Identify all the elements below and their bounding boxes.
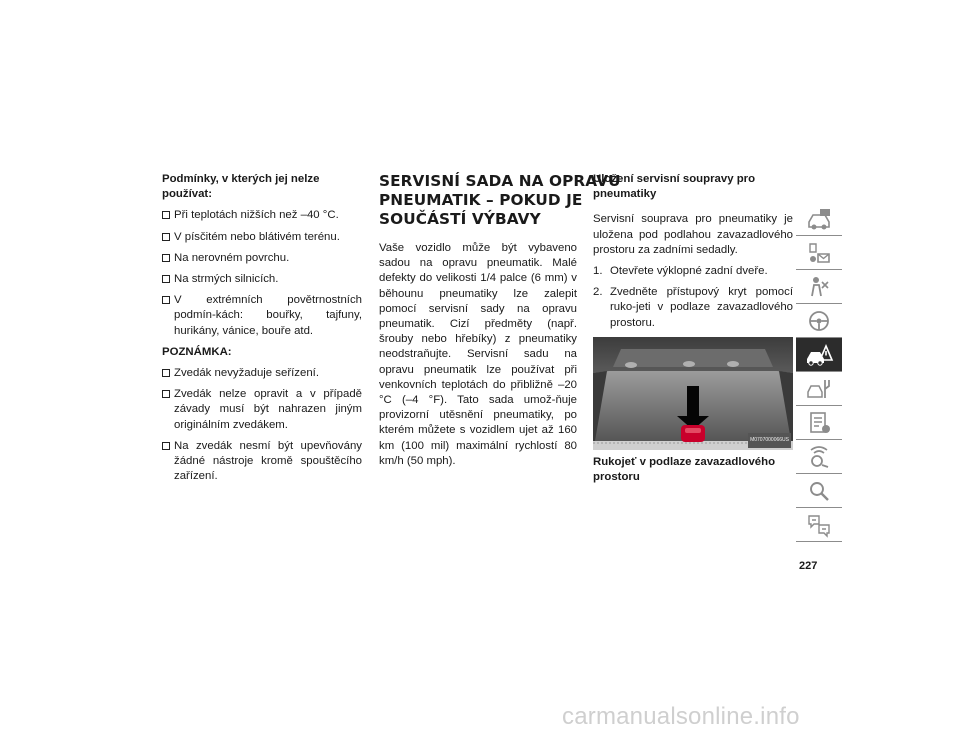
photo-code: M0707000066US (748, 433, 791, 448)
page-number: 227 (799, 560, 818, 572)
tab-multimedia[interactable] (796, 440, 842, 474)
checkbox-bullet-icon (162, 442, 170, 450)
specifications-icon (805, 410, 833, 436)
cargo-floor-photo (593, 337, 793, 450)
side-chapter-tabs (796, 202, 842, 542)
car-dashboard-icon (805, 206, 833, 232)
list-item: Zvedák nevyžaduje seřízení. (162, 366, 362, 381)
list-item: V extrémních povětrnostních podmín-kách: bouřky, tajfuny, hurikány, vánice, bouře atd. (162, 293, 362, 339)
list-item: Na zvedák nesmí být upevňovány žádné nástroje kromě spouštěcího zařízení. (162, 439, 362, 485)
middle-column (379, 172, 621, 469)
photo-caption: Rukojeť v podlaze zavazadlového prostoru (593, 455, 776, 484)
left-column (162, 172, 362, 490)
checkbox-bullet-icon (162, 369, 170, 377)
section-body: Vaše vozidlo může být vybaveno sadou na opravu pneumatik. Malé defekty do velikosti 1/4 palce (6 mm) v běhounu pneumatiky lze zalepit pomocí servisní sady na opravu pneumatik. Cizí předměty (např. šrouby nebo hřebíky) z pneumatiky neodstraňujte. Servisní sadu na opravu pneumatik lze používat při venkovních teplotách do přibližně –20 °C (–4 °F). Tato sada umož-ňuje provizorní utěsnění pneumatiky, po kterém můžete s vozidlem ujet až 160 km (100 mil) maximální rychlostí 80 km/h (50 mph). (379, 242, 577, 467)
multimedia-icon (805, 444, 833, 470)
list-item: 1. Otevřete výklopné zadní dveře. (593, 265, 768, 278)
tab-in-case-of-emergency[interactable] (796, 338, 842, 372)
language-icon (805, 512, 833, 538)
conditions-title: Podmínky, v kterých jej nelze používat: (162, 173, 320, 201)
tab-safety[interactable] (796, 270, 842, 304)
tab-languages[interactable] (796, 508, 842, 542)
section-heading: SERVISNÍ SADA NA OPRAVU PNEUMATIK – POKUD JE SOUČÁSTÍ VÝBAVY (379, 172, 621, 228)
checkbox-bullet-icon (162, 233, 170, 241)
checkbox-bullet-icon (162, 211, 170, 219)
tab-servicing-maintenance[interactable] (796, 372, 842, 406)
watermark: carmanualsonline.info (562, 703, 800, 730)
note-title: POZNÁMKA: (162, 345, 232, 358)
checkbox-bullet-icon (162, 254, 170, 262)
tab-technical-specifications[interactable] (796, 406, 842, 440)
list-item: 2. Zvedněte přístupový kryt pomocí ruko-jeti v podlaze zavazadlového prostoru. (593, 286, 793, 329)
search-index-icon (805, 478, 833, 504)
list-item: V písčitém nebo blátivém terénu. (162, 230, 362, 245)
list-item: Zvedák nelze opravit a v případě závady musí být nahrazen jiným originálním zvedákem. (162, 387, 362, 433)
checkbox-bullet-icon (162, 275, 170, 283)
storage-title: Uložení servisní soupravy pro pneumatiky (593, 173, 756, 201)
steering-wheel-icon (805, 308, 833, 334)
list-item: Při teplotách nižších než –40 °C. (162, 208, 362, 223)
tab-starting-operating[interactable] (796, 304, 842, 338)
tab-index[interactable] (796, 474, 842, 508)
emergency-car-icon (804, 342, 834, 368)
conditions-list (162, 208, 362, 338)
service-tools-icon (805, 376, 833, 402)
checkbox-bullet-icon (162, 390, 170, 398)
tab-getting-started[interactable] (796, 236, 842, 270)
list-item: Na nerovném povrchu. (162, 251, 362, 266)
notes-list (162, 366, 362, 484)
car-message-icon (805, 240, 833, 266)
storage-intro: Servisní souprava pro pneumatiky je uložena pod podlahou zavazadlového prostoru za zadními sedadly. (593, 213, 793, 256)
checkbox-bullet-icon (162, 296, 170, 304)
safety-person-icon (805, 274, 833, 300)
list-item: Na strmých silnicích. (162, 272, 362, 287)
tab-dashboard[interactable] (796, 202, 842, 236)
right-column (593, 172, 793, 485)
